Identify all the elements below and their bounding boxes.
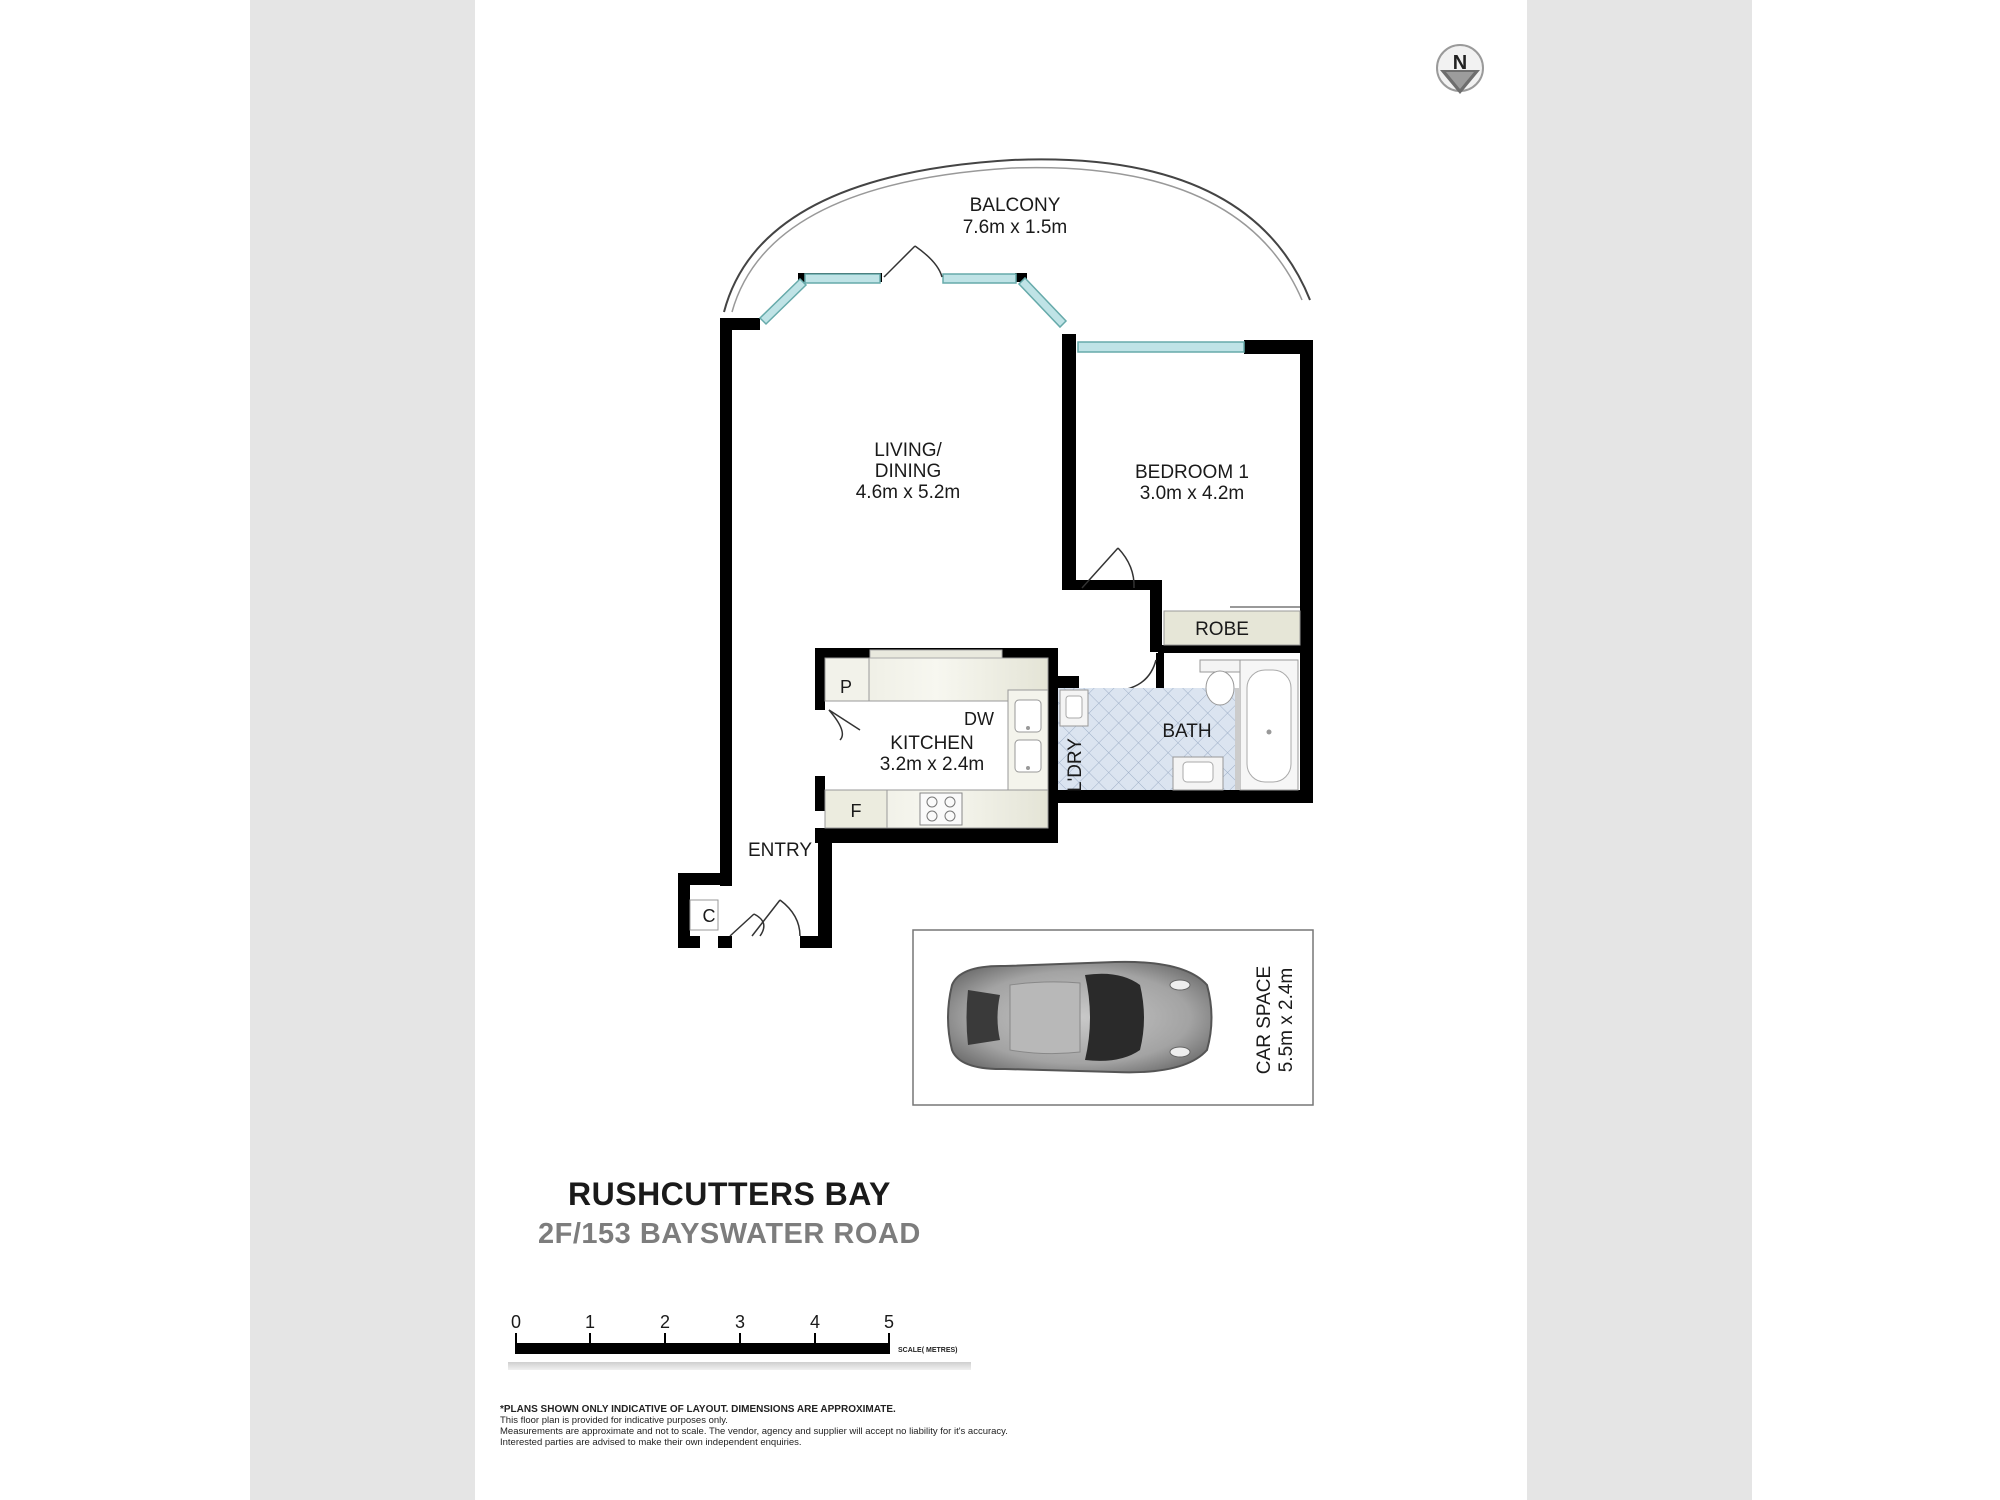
property-address: 2F/153 BAYSWATER ROAD xyxy=(538,1218,921,1250)
pantry-label: P xyxy=(839,677,853,697)
kitchen-name: KITCHEN xyxy=(890,733,974,754)
disclaimer-line-3: Interested parties are advised to make their own independent enquiries. xyxy=(500,1437,802,1448)
bedroom-name: BEDROOM 1 xyxy=(1134,462,1250,483)
disclaimer-headline: *PLANS SHOWN ONLY INDICATIVE OF LAYOUT. DIMENSIONS ARE APPROXIMATE. xyxy=(500,1404,896,1415)
living-name-line1: LIVING/ xyxy=(874,440,942,461)
car-space-dims: 5.5m x 2.4m xyxy=(1276,967,1297,1073)
cupboard xyxy=(690,900,718,930)
bath-name: BATH xyxy=(1162,721,1212,742)
scale-tick-3: 3 xyxy=(734,1312,746,1332)
disclaimer xyxy=(500,1404,1120,1448)
compass-letter: N xyxy=(1452,52,1468,74)
scale-caption: SCALE( METRES) xyxy=(898,1347,958,1354)
disclaimer-line-1: This floor plan is provided for indicative purposes only. xyxy=(500,1415,728,1426)
windows xyxy=(760,274,1244,352)
entry-name: ENTRY xyxy=(747,840,813,861)
scale-tick-5: 5 xyxy=(883,1312,895,1332)
kitchen-dims: 3.2m x 2.4m xyxy=(879,754,985,775)
north-compass-icon xyxy=(1437,45,1483,94)
bedroom-dims: 3.0m x 4.2m xyxy=(1139,483,1245,504)
car-space xyxy=(913,930,1313,1105)
cupboard-label: C xyxy=(702,906,716,926)
dishwasher-label: DW xyxy=(964,709,994,729)
robe xyxy=(1164,607,1300,645)
robe-name: ROBE xyxy=(1195,619,1249,640)
fridge-label: F xyxy=(850,801,862,821)
scale-tick-4: 4 xyxy=(809,1312,821,1332)
scale-bar xyxy=(508,1312,971,1370)
balcony xyxy=(724,159,1310,312)
balcony-name: BALCONY xyxy=(969,195,1061,216)
car-space-name: CAR SPACE xyxy=(1254,965,1275,1075)
scale-tick-1: 1 xyxy=(584,1312,596,1332)
balcony-dims: 7.6m x 1.5m xyxy=(962,217,1068,238)
scale-tick-0: 0 xyxy=(510,1312,522,1332)
laundry-name: L'DRY xyxy=(1065,738,1086,792)
disclaimer-line-2: Measurements are approximate and not to scale. The vendor, agency and supplier will accept no liability for it's accuracy. xyxy=(500,1426,1008,1437)
living-dims: 4.6m x 5.2m xyxy=(855,482,961,503)
property-suburb: RUSHCUTTERS BAY xyxy=(568,1176,891,1212)
living-name-line2: DINING xyxy=(874,461,942,482)
car-icon xyxy=(948,962,1212,1072)
wet-areas xyxy=(1058,660,1298,792)
scale-tick-2: 2 xyxy=(659,1312,671,1332)
